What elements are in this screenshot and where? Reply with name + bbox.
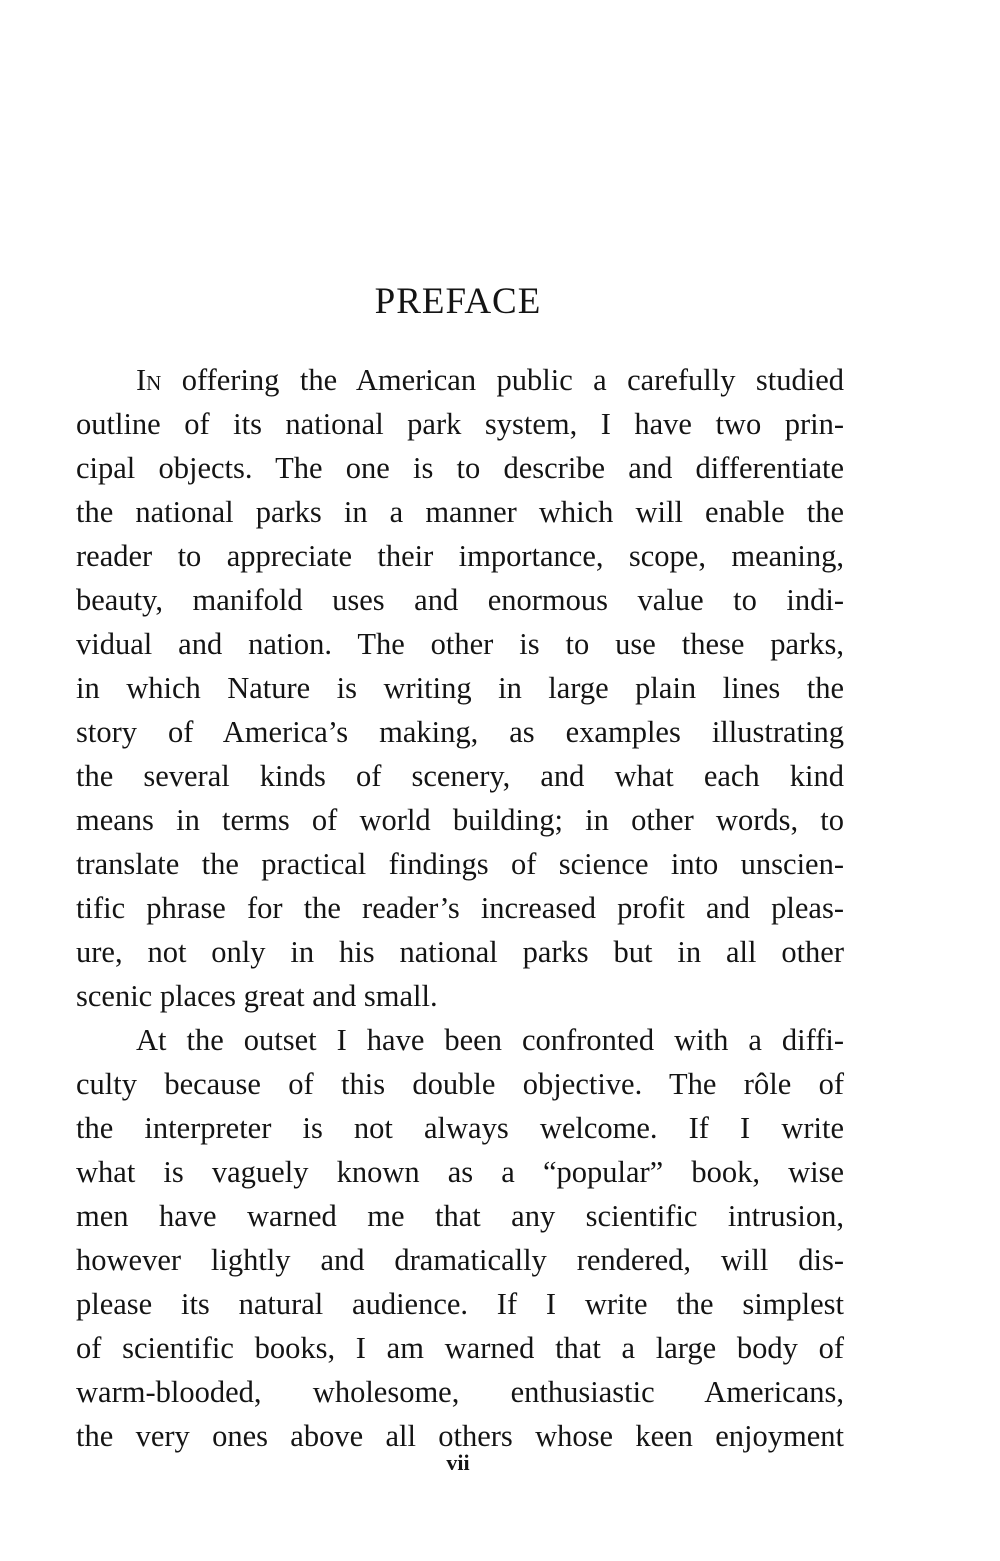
text-line-rest: offering the American public a carefully studied (161, 363, 844, 397)
text-line: culty because of this double objective. The rôle of (76, 1067, 844, 1101)
text-line: in which Nature is writing in large plain lines the (76, 671, 844, 705)
text-line: reader to appreciate their importance, scope, meaning, (76, 539, 844, 573)
text-line: translate the practical findings of science into unscien- (76, 847, 844, 881)
text-line: of scientific books, I am warned that a large body of (76, 1331, 844, 1365)
text-line: the national parks in a manner which will enable the (76, 495, 844, 529)
page-title: PREFACE (374, 281, 542, 322)
text-line: ure, not only in his national parks but in all other (76, 935, 844, 969)
page-number: vii (446, 1450, 470, 1475)
text-line: warm-blooded, wholesome, enthusiastic Americans, (76, 1375, 844, 1409)
text-line: scenic places great and small. (76, 979, 438, 1013)
text-line: beauty, manifold uses and enormous value to indi- (76, 583, 844, 617)
text-line: the very ones above all others whose keen enjoyment (76, 1419, 844, 1453)
paragraph-1 (76, 358, 844, 1018)
text-line: outline of its national park system, I have two prin- (76, 407, 844, 441)
text-line (76, 358, 844, 402)
text-line: means in terms of world building; in other words, to (76, 803, 844, 837)
text-line: At the outset I have been confronted with a diffi- (136, 1023, 844, 1057)
text-line: however lightly and dramatically rendered, will dis- (76, 1243, 844, 1277)
text-line: what is vaguely known as a “popular” book, wise (76, 1155, 844, 1189)
preface-body (76, 358, 844, 1458)
text-line: cipal objects. The one is to describe and differentiate (76, 451, 844, 485)
text-line: men have warned me that any scientific intrusion, (76, 1199, 844, 1233)
text-line: vidual and nation. The other is to use these parks, (76, 627, 844, 661)
text-line: the interpreter is not always welcome. If I write (76, 1111, 844, 1145)
text-line: please its natural audience. If I write the simplest (76, 1287, 844, 1321)
text-line: tific phrase for the reader’s increased profit and pleas- (76, 891, 844, 925)
drop-word: In (136, 363, 162, 397)
paragraph-2 (76, 1018, 844, 1458)
text-line: story of America’s making, as examples illustrating (76, 715, 844, 749)
text-line: the several kinds of scenery, and what each kind (76, 759, 844, 793)
